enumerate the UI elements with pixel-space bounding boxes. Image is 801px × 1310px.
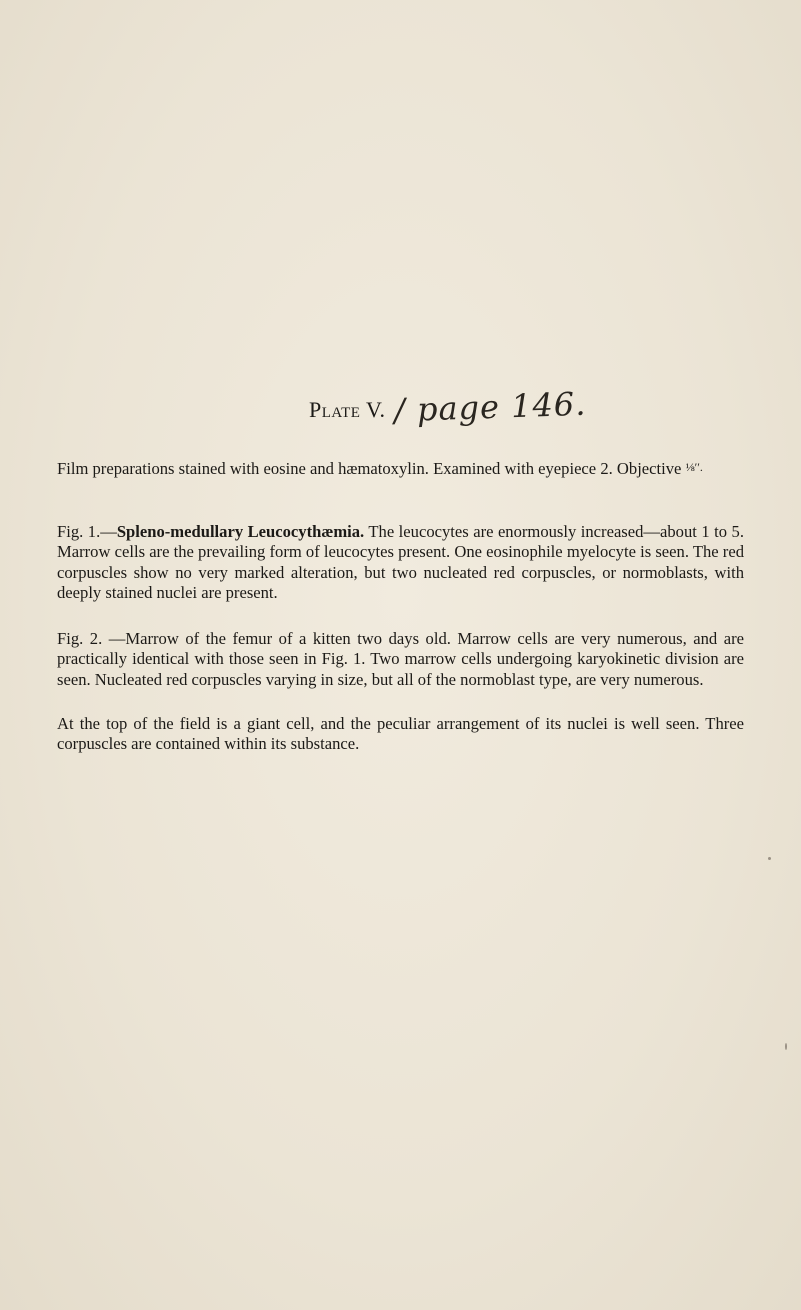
objective-value: ⅛′′.: [685, 460, 703, 474]
fig2-body: Marrow of the femur of a kitten two days old. Marrow cells are very numerous, and are practically identical with those seen in Fig. 1. Two marrow cells undergoing karyokinetic division are seen. Nucleated red corpuscles varying in size, but all of the normoblast type, are very numerous.: [57, 629, 744, 689]
handwritten-page-note: / page 146.: [393, 384, 587, 430]
intro-text: Film preparations stained with eosine and hæmatoxylin. Examined with eyepiece 2. Objective: [57, 459, 682, 478]
plate-heading: [309, 384, 649, 436]
plate-title: Plate V.: [309, 397, 386, 422]
intro-paragraph: [57, 457, 744, 479]
fig2-label: Fig. 2. —: [57, 629, 126, 648]
fig1-label: Fig. 1.—: [57, 522, 117, 541]
fig1-paragraph: [57, 522, 744, 604]
fig2-note-body: At the top of the field is a giant cell, and the peculiar arrangement of its nuclei is well seen. Three corpuscles are contained within its substance.: [57, 714, 744, 754]
fig2-note-paragraph: [57, 714, 744, 755]
fig1-body: The leucocytes are enormously increased—about 1 to 5. Marrow cells are the prevailing form of leucocytes present. One eosinophile myelocyte is seen. The red corpuscles show no very marked alteration, but two nucleated red corpuscles, or normoblasts, with deeply stained nuclei are present.: [57, 522, 744, 603]
paper-speck: [785, 1043, 787, 1050]
fig1-title: Spleno-medullary Leucocythæmia.: [116, 522, 365, 541]
paper-speck: [768, 857, 771, 860]
fig2-paragraph: [57, 629, 744, 690]
